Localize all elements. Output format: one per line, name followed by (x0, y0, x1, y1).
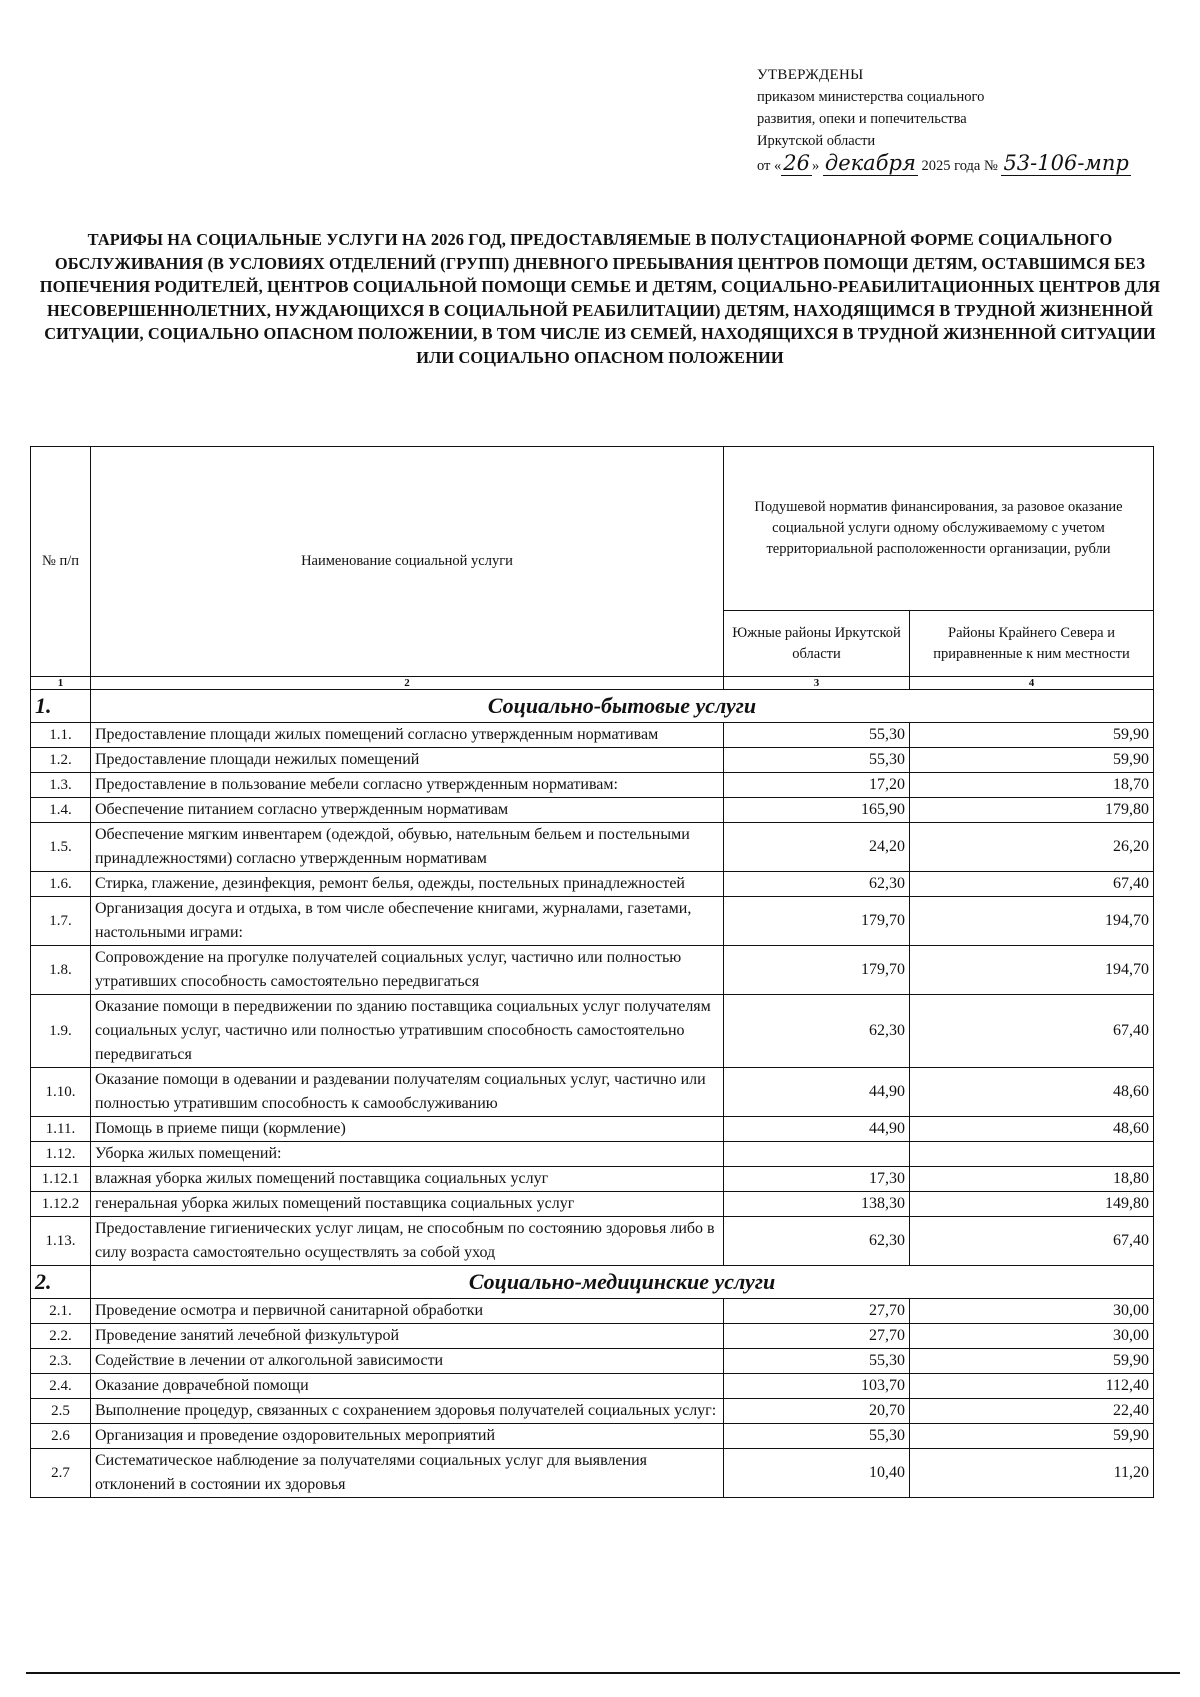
col-number: 1 (31, 677, 91, 690)
row-service-name: Уборка жилых помещений: (91, 1142, 724, 1167)
row-north-value: 67,40 (910, 872, 1154, 897)
row-south-value: 138,30 (724, 1192, 910, 1217)
row-number: 2.2. (31, 1324, 91, 1349)
table-row (31, 1374, 1154, 1399)
row-number: 1.7. (31, 897, 91, 946)
header-north: Районы Крайнего Севера и приравненные к ним местности (910, 611, 1154, 677)
row-north-value: 48,60 (910, 1117, 1154, 1142)
row-service-name: Предоставление площади жилых помещений согласно утвержденным нормативам (91, 723, 724, 748)
row-service-name: Предоставление гигиенических услуг лицам, не способным по состоянию здоровья либо в силу возраста самостоятельно осуществлять за собой уход (91, 1217, 724, 1266)
table-row (31, 1399, 1154, 1424)
table-row (31, 1299, 1154, 1324)
table-row (31, 1167, 1154, 1192)
row-south-value: 62,30 (724, 872, 910, 897)
row-south-value: 17,30 (724, 1167, 910, 1192)
day-close: » (812, 158, 820, 174)
row-south-value: 55,30 (724, 748, 910, 773)
row-north-value: 67,40 (910, 995, 1154, 1068)
row-service-name: Содействие в лечении от алкогольной зависимости (91, 1349, 724, 1374)
row-number: 1.10. (31, 1068, 91, 1117)
row-number: 1.9. (31, 995, 91, 1068)
row-south-value: 62,30 (724, 995, 910, 1068)
bottom-rule (26, 1672, 1180, 1674)
row-north-value: 194,70 (910, 897, 1154, 946)
row-north-value (910, 1142, 1154, 1167)
row-service-name: Предоставление в пользование мебели согласно утвержденным нормативам: (91, 773, 724, 798)
row-north-value: 67,40 (910, 1217, 1154, 1266)
row-north-value: 59,90 (910, 748, 1154, 773)
row-north-value: 30,00 (910, 1324, 1154, 1349)
row-service-name: Организация и проведение оздоровительных мероприятий (91, 1424, 724, 1449)
handwritten-order-number: 53-106-мпр (1003, 151, 1129, 175)
row-south-value: 55,30 (724, 1424, 910, 1449)
row-number: 2.1. (31, 1299, 91, 1324)
table-row (31, 823, 1154, 872)
row-south-value: 17,20 (724, 773, 910, 798)
row-south-value (724, 1142, 910, 1167)
row-service-name: влажная уборка жилых помещений поставщика социальных услуг (91, 1167, 724, 1192)
section-row (31, 690, 1154, 723)
col-number: 3 (724, 677, 910, 690)
row-service-name: Помощь в приеме пищи (кормление) (91, 1117, 724, 1142)
row-south-value: 27,70 (724, 1299, 910, 1324)
table-row (31, 748, 1154, 773)
row-number: 1.3. (31, 773, 91, 798)
row-service-name: Систематическое наблюдение за получателями социальных услуг для выявления отклонений в состоянии их здоровья (91, 1449, 724, 1498)
row-south-value: 179,70 (724, 897, 910, 946)
row-service-name: Оказание помощи в передвижении по зданию поставщика социальных услуг получателям социальных услуг, частично или полностью утратившим способность самостоятельно передвигаться (91, 995, 724, 1068)
row-south-value: 55,30 (724, 1349, 910, 1374)
row-number: 1.4. (31, 798, 91, 823)
row-north-value: 26,20 (910, 823, 1154, 872)
header-norm: Подушевой норматив финансирования, за разовое оказание социальной услуги одному обслуживаемому с учетом территориальной расположенности организации, рубли (724, 447, 1154, 611)
row-number: 2.7 (31, 1449, 91, 1498)
table-row (31, 1217, 1154, 1266)
row-south-value: 44,90 (724, 1068, 910, 1117)
row-number: 2.4. (31, 1374, 91, 1399)
row-service-name: Предоставление площади нежилых помещений (91, 748, 724, 773)
approval-heading: УТВЕРЖДЕНЫ (757, 67, 864, 83)
header-num: № п/п (31, 447, 91, 677)
row-number: 1.13. (31, 1217, 91, 1266)
row-north-value: 149,80 (910, 1192, 1154, 1217)
table-row (31, 1324, 1154, 1349)
table-row (31, 1449, 1154, 1498)
row-service-name: Выполнение процедур, связанных с сохранением здоровья получателей социальных услуг: (91, 1399, 724, 1424)
section-title: Социально-медицинские услуги (91, 1266, 1154, 1299)
row-south-value: 179,70 (724, 946, 910, 995)
row-south-value: 44,90 (724, 1117, 910, 1142)
table-row (31, 1424, 1154, 1449)
row-south-value: 62,30 (724, 1217, 910, 1266)
row-south-value: 10,40 (724, 1449, 910, 1498)
table-row (31, 995, 1154, 1068)
row-number: 1.12.2 (31, 1192, 91, 1217)
document-title: ТАРИФЫ НА СОЦИАЛЬНЫЕ УСЛУГИ НА 2026 ГОД, ПРЕДОСТАВЛЯЕМЫЕ В ПОЛУСТАЦИОНАРНОЙ ФОРМЕ СОЦИАЛЬНОГО ОБСЛУЖИВАНИЯ (В УСЛОВИЯХ ОТДЕЛЕНИЙ (ГРУПП) ДНЕВНОГО ПРЕБЫВАНИЯ ЦЕНТРОВ ПОМОЩИ ДЕТЯМ, ОСТАВШИМСЯ БЕЗ ПОПЕЧЕНИЯ РОДИТЕЛЕЙ, ЦЕНТРОВ СОЦИАЛЬНОЙ ПОМОЩИ СЕМЬЕ И ДЕТЯМ, СОЦИАЛЬНО-РЕАБИЛИТАЦИОННЫХ ЦЕНТРОВ ДЛЯ НЕСОВЕРШЕННОЛЕТНИХ, НУЖДАЮЩИХСЯ В СОЦИАЛЬНОЙ РЕАБИЛИТАЦИИ) ДЕТЯМ, НАХОДЯЩИМСЯ В ТРУДНОЙ ЖИЗНЕННОЙ СИТУАЦИИ, СОЦИАЛЬНО ОПАСНОМ ПОЛОЖЕНИИ, В ТОМ ЧИСЛЕ ИЗ СЕМЕЙ, НАХОДЯЩИХСЯ В ТРУДНОЙ ЖИЗНЕННОЙ СИТУАЦИИ ИЛИ СОЦИАЛЬНО ОПАСНОМ ПОЛОЖЕНИИ (39, 230, 1161, 367)
table-row (31, 1349, 1154, 1374)
table-row (31, 723, 1154, 748)
row-north-value: 18,70 (910, 773, 1154, 798)
row-number: 1.2. (31, 748, 91, 773)
row-number: 1.5. (31, 823, 91, 872)
table-row (31, 1068, 1154, 1117)
row-number: 1.12. (31, 1142, 91, 1167)
col-number: 2 (91, 677, 724, 690)
header-south: Южные районы Иркутской области (724, 611, 910, 677)
approval-line-2: развития, опеки и попечительства (757, 111, 967, 127)
row-south-value: 55,30 (724, 723, 910, 748)
table-row (31, 897, 1154, 946)
handwritten-month: декабря (824, 151, 916, 175)
row-service-name: Проведение осмотра и первичной санитарной обработки (91, 1299, 724, 1324)
table-row (31, 872, 1154, 897)
row-north-value: 30,00 (910, 1299, 1154, 1324)
table-row (31, 798, 1154, 823)
header-name: Наименование социальной услуги (91, 447, 724, 677)
approval-block (757, 64, 1187, 177)
row-north-value: 194,70 (910, 946, 1154, 995)
table-row (31, 773, 1154, 798)
row-north-value: 22,40 (910, 1399, 1154, 1424)
row-north-value: 18,80 (910, 1167, 1154, 1192)
year-text: 2025 года № (921, 158, 998, 174)
row-service-name: Сопровождение на прогулке получателей социальных услуг, частично или полностью утративших способность самостоятельно передвигаться (91, 946, 724, 995)
row-service-name: Оказание помощи в одевании и раздевании получателям социальных услуг, частично или полностью утратившим способность к самообслуживанию (91, 1068, 724, 1117)
table-row (31, 1142, 1154, 1167)
section-number: 2. (31, 1266, 91, 1299)
row-south-value: 24,20 (724, 823, 910, 872)
handwritten-day: 26 (783, 151, 811, 175)
row-north-value: 59,90 (910, 723, 1154, 748)
row-north-value: 48,60 (910, 1068, 1154, 1117)
table-row (31, 946, 1154, 995)
row-service-name: Проведение занятий лечебной физкультурой (91, 1324, 724, 1349)
row-number: 2.3. (31, 1349, 91, 1374)
col-number: 4 (910, 677, 1154, 690)
row-service-name: Обеспечение мягким инвентарем (одеждой, обувью, нательным бельем и постельными принадлежностями) согласно утвержденным нормативам (91, 823, 724, 872)
section-number: 1. (31, 690, 91, 723)
row-south-value: 165,90 (724, 798, 910, 823)
row-service-name: Стирка, глажение, дезинфекция, ремонт белья, одежды, постельных принадлежностей (91, 872, 724, 897)
row-number: 1.12.1 (31, 1167, 91, 1192)
row-service-name: Оказание доврачебной помощи (91, 1374, 724, 1399)
row-south-value: 20,70 (724, 1399, 910, 1424)
approval-line-3: Иркутской области (757, 133, 876, 149)
row-north-value: 59,90 (910, 1424, 1154, 1449)
row-north-value: 179,80 (910, 798, 1154, 823)
date-prefix: от « (757, 158, 782, 174)
row-north-value: 59,90 (910, 1349, 1154, 1374)
row-number: 2.5 (31, 1399, 91, 1424)
row-north-value: 112,40 (910, 1374, 1154, 1399)
row-south-value: 27,70 (724, 1324, 910, 1349)
row-number: 2.6 (31, 1424, 91, 1449)
row-service-name: Обеспечение питанием согласно утвержденным нормативам (91, 798, 724, 823)
row-number: 1.8. (31, 946, 91, 995)
row-number: 1.6. (31, 872, 91, 897)
row-number: 1.11. (31, 1117, 91, 1142)
table-row (31, 1192, 1154, 1217)
section-title: Социально-бытовые услуги (91, 690, 1154, 723)
row-number: 1.1. (31, 723, 91, 748)
row-service-name: Организация досуга и отдыха, в том числе обеспечение книгами, журналами, газетами, настольными играми: (91, 897, 724, 946)
table-row (31, 1117, 1154, 1142)
row-service-name: генеральная уборка жилых помещений поставщика социальных услуг (91, 1192, 724, 1217)
row-north-value: 11,20 (910, 1449, 1154, 1498)
section-row (31, 1266, 1154, 1299)
approval-line-1: приказом министерства социального (757, 89, 985, 105)
row-south-value: 103,70 (724, 1374, 910, 1399)
tariffs-table (30, 446, 1154, 1498)
approval-date-line (757, 152, 1187, 177)
